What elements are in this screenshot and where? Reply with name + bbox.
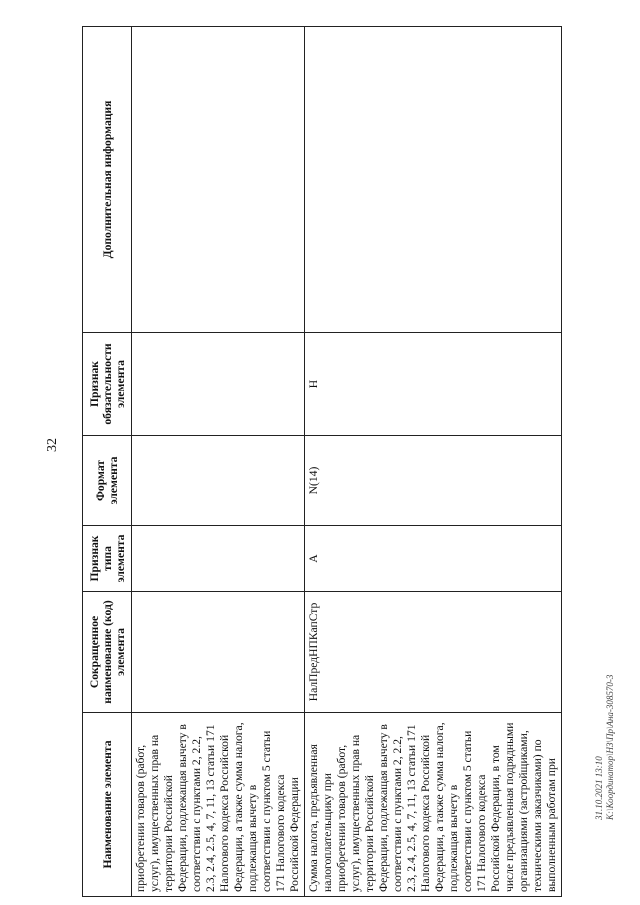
cell-info: [305, 27, 562, 333]
cell-format: N(14): [305, 436, 562, 526]
cell-type: [132, 526, 305, 592]
footer-file-path: К:\Координатор\НЗ\Пр\Ана-308570-3: [605, 674, 615, 820]
header-element-required: Признак обязательности элемента: [83, 333, 132, 436]
header-element-format: Формат элемента: [83, 436, 132, 526]
table-header-row: [83, 27, 132, 897]
footer-timestamp: 31.10.2021 13:10: [594, 756, 604, 820]
cell-required: Н: [305, 333, 562, 436]
cell-name: приобретении товаров (работ, услуг), имущественных прав на территории Российской Федерации, подлежащая вычету в соответствии с пунктами 2, 2.2, 2.3, 2.4, 2.5, 4, 7, 11, 13 статьи 171 Налогового кодекса Российской Федерации, а также сумма налога, подлежащая вычету в соответствии с пунктом 5 статьи 171 Налогового кодекса Российской Федерации: [132, 713, 305, 897]
cell-type: А: [305, 526, 562, 592]
elements-table: [82, 26, 562, 897]
table-row: [305, 27, 562, 897]
page-number: 32: [45, 438, 60, 452]
header-element-type: Признак типа элемента: [83, 526, 132, 592]
cell-format: [132, 436, 305, 526]
header-element-name: Наименование элемента: [83, 713, 132, 897]
footer-stamp: [594, 675, 616, 820]
cell-info: [132, 27, 305, 333]
rotated-table-container: [82, 27, 622, 897]
cell-code: НалПредНПКапСтр: [305, 592, 562, 713]
cell-required: [132, 333, 305, 436]
table-row: [132, 27, 305, 897]
cell-code: [132, 592, 305, 713]
header-additional-info: Дополнительная информация: [83, 27, 132, 333]
header-element-code: Сокращенное наименование (код) элемента: [83, 592, 132, 713]
cell-name: Сумма налога, предъявленная налогоплательщику при приобретении товаров (работ, услуг), имущественных прав на территории Российской Федерации, подлежащая вычету в соответствии с пунктами 2, 2.2, 2.3, 2.4, 2.5, 4, 7, 11, 13 статьи 171 Налогового кодекса Российской Федерации, а также сумма налога, подлежащая вычету в соответствии с пунктом 5 статьи 171 Налогового кодекса Российской Федерации, в том числе предъявленная подрядными организациями (застройщиками, техническими заказчиками) по выполненным работам при: [305, 713, 562, 897]
